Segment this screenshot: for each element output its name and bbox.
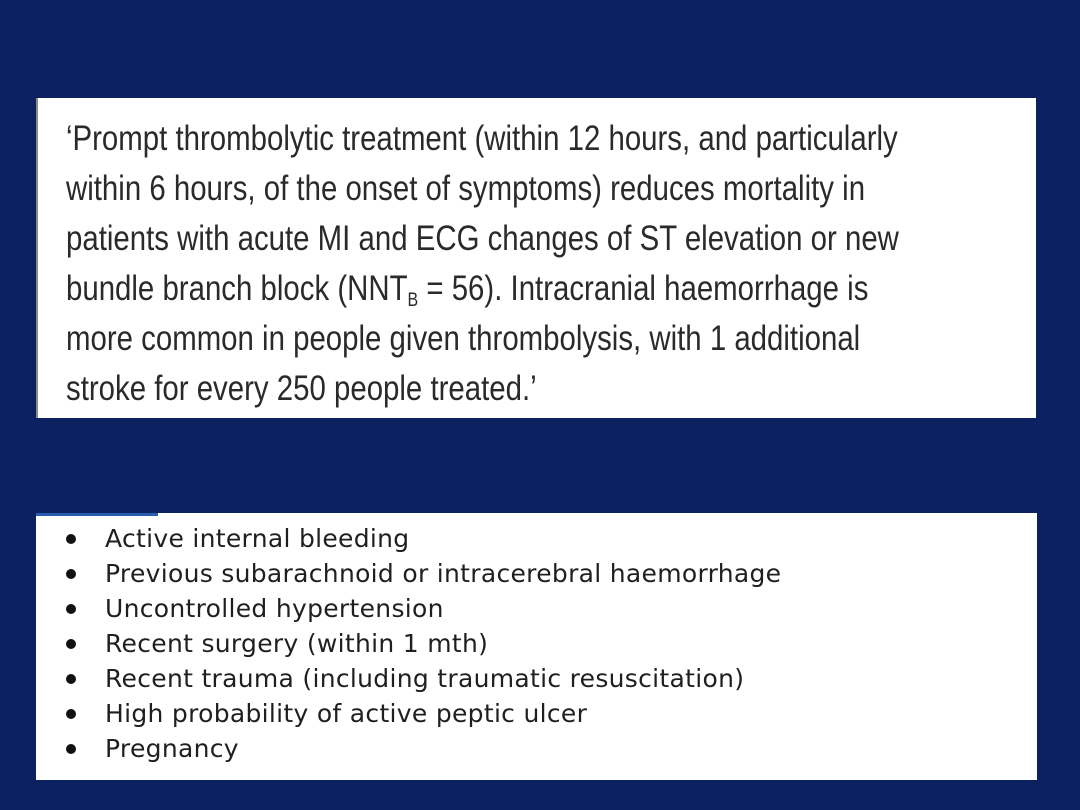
list-item [66,731,1037,766]
bullet-icon [66,534,76,544]
nnt-subscript: B [407,290,419,311]
list-item-text: Active internal bleeding [105,524,410,553]
list-item-text: Recent surgery (within 1 mth) [105,629,489,658]
list-item [66,591,1037,626]
contraindications-panel [36,513,1037,780]
list-item [66,661,1037,696]
list-item [66,626,1037,661]
list-item [66,556,1037,591]
quote-line: stroke for every 250 people treated.’ [66,369,537,408]
list-item-text: High probability of active peptic ulcer [105,699,588,728]
quote-line: patients with acute MI and ECG changes of ST elevation or new [66,219,899,258]
bullet-icon [66,709,76,719]
quote-text: = 56). Intracranial haemorrhage is [418,269,869,308]
quote-line: within 6 hours, of the onset of symptoms) reduces mortality in [66,169,866,208]
list-item-text: Pregnancy [105,734,239,763]
quote-text: bundle branch block (NNT [66,269,408,308]
list-item-text: Uncontrolled hypertension [105,594,444,623]
panel-accent-bar [36,513,158,516]
bullet-icon [66,744,76,754]
list-item-text: Recent trauma (including traumatic resuscitation) [105,664,745,693]
thrombolysis-quote-panel [36,98,1036,418]
quote-line: more common in people given thrombolysis, with 1 additional [66,319,861,358]
list-item [66,521,1037,556]
quote-line: ‘Prompt thrombolytic treatment (within 12 hours, and particularly [66,119,898,158]
bullet-icon [66,569,76,579]
list-item-text: Previous subarachnoid or intracerebral haemorrhage [105,559,782,588]
quote-line-nnt [66,264,869,314]
bullet-icon [66,639,76,649]
bullet-icon [66,674,76,684]
list-item [66,696,1037,731]
bullet-icon [66,604,76,614]
